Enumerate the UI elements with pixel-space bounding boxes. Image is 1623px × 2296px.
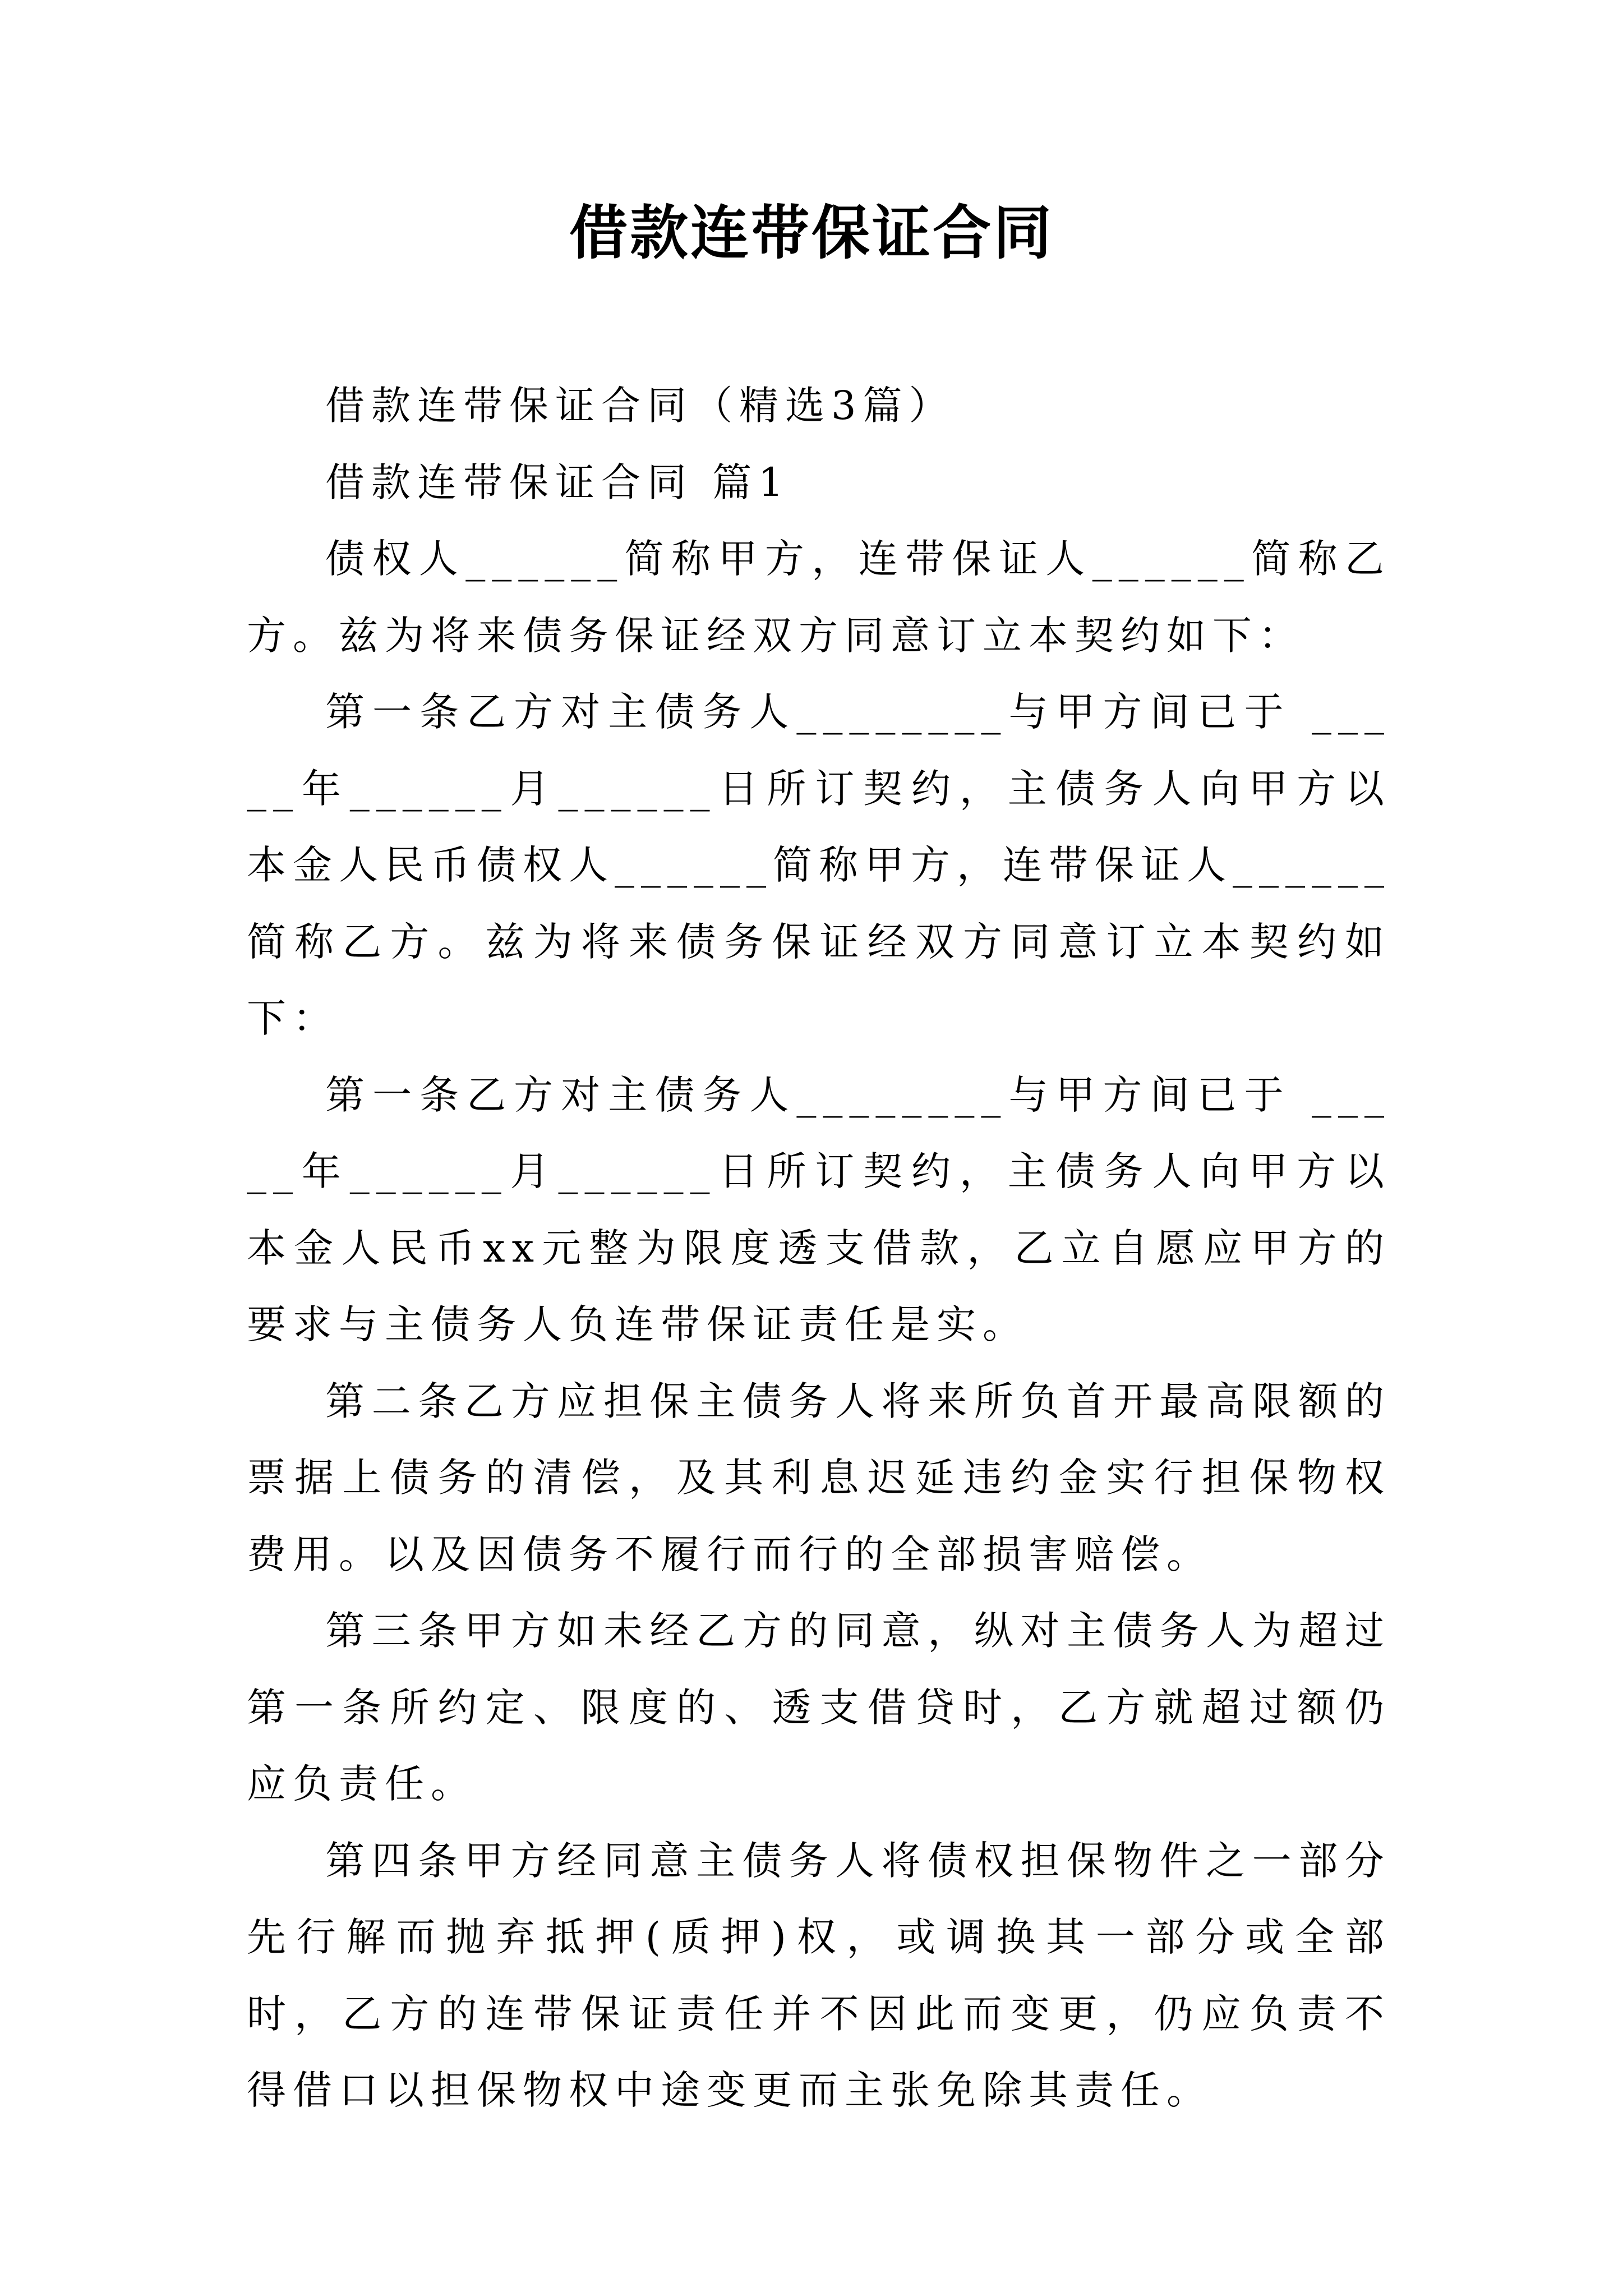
document-body [247,367,1391,2129]
paragraph-parties: 债权人______简称甲方，连带保证人______简称乙方。兹为将来债务保证经双方同意订立本契约如下： [247,536,1391,659]
paragraph-article-2: 第二条乙方应担保主债务人将来所负首开最高限额的票据上债务的清偿，及其利息迟延违约金实行担保物权费用。以及因债务不履行而行的全部损害赔偿。 [247,1378,1391,1577]
paragraph-article-4: 第四条甲方经同意主债务人将债权担保物件之一部分先行解而抛弃抵押(质押)权，或调换其一部分或全部时，乙方的连带保证责任并不因此而变更，仍应负责不得借口以担保物权中途变更而主张免除其责任。 [247,1837,1391,2113]
paragraph-article-1-draft: 第一条乙方对主债务人________与甲方间已于 _____年______月______日所订契约，主债务人向甲方以本金人民币债权人______简称甲方，连带保证人______简称乙方。兹为将来债务保证经双方同意订立本契约如下： [247,689,1391,1041]
paragraph-section-heading: 借款连带保证合同 篇1 [325,459,790,505]
document-title: 借款连带保证合同 [569,198,1054,267]
paragraph-article-3: 第三条甲方如未经乙方的同意，纵对主债务人为超过第一条所约定、限度的、透支借贷时，乙方就超过额仍应负责任。 [247,1608,1391,1807]
paragraph-subtitle: 借款连带保证合同（精选3篇） [325,383,955,429]
paragraph-article-1: 第一条乙方对主债务人________与甲方间已于 _____年______月______日所订契约，主债务人向甲方以本金人民币xx元整为限度透支借款，乙立自愿应甲方的要求与主债务人负连带保证责任是实。 [247,1071,1391,1347]
